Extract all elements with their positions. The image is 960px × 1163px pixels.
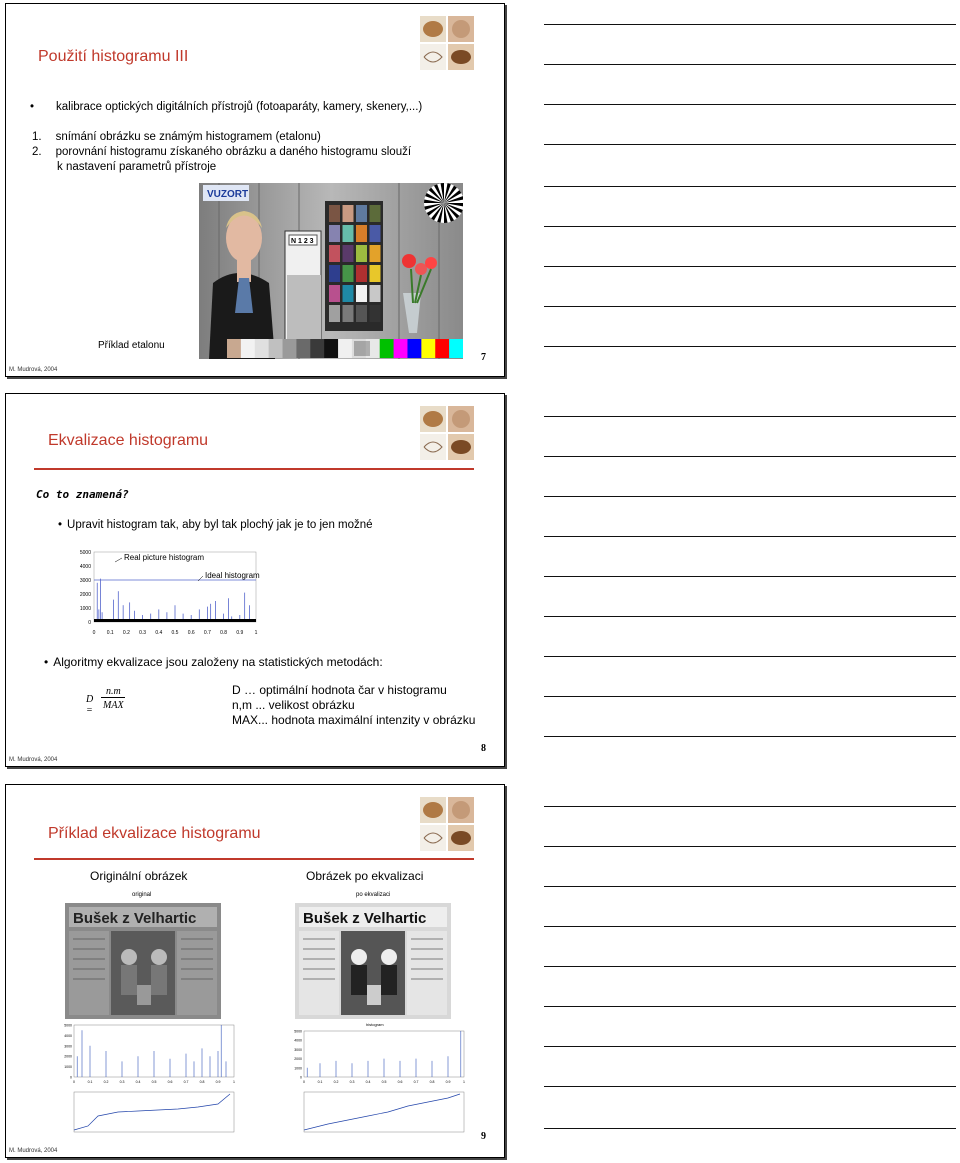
step-2: 2. porovnání histogramu získaného obrázku a daného histogramu slouží — [32, 146, 412, 158]
note-line — [544, 64, 956, 65]
svg-text:3000: 3000 — [294, 1047, 302, 1052]
right-heading: Obrázek po ekvalizaci — [306, 869, 424, 883]
svg-text:0.9: 0.9 — [445, 1080, 451, 1084]
vuzort-logo-text: VUZORT — [207, 189, 249, 200]
walnut-logo — [420, 406, 474, 460]
x-tick-label: 0.2 — [122, 630, 130, 636]
step-1: 1. snímání obrázku se známým histogramem (etalonu) — [32, 131, 321, 143]
original-label: original — [132, 892, 152, 898]
svg-text:0.6: 0.6 — [397, 1080, 403, 1084]
slide-title: Ekvalizace histogramu — [48, 432, 209, 449]
slide-7 — [5, 3, 505, 377]
svg-text:1: 1 — [463, 1080, 465, 1084]
slide-title: Příklad ekvalizace histogramu — [48, 825, 261, 842]
note-line — [544, 186, 956, 187]
note-line — [544, 1128, 956, 1129]
definition-d: D … optimální hodnota čar v histogramu — [232, 683, 447, 697]
svg-text:0.5: 0.5 — [151, 1080, 157, 1084]
definition-max: MAX... hodnota maximální intenzity v obrázku — [232, 713, 476, 727]
svg-text:0: 0 — [300, 1075, 302, 1080]
svg-text:0.8: 0.8 — [199, 1080, 205, 1084]
svg-text:5000: 5000 — [64, 1023, 72, 1028]
note-line — [544, 806, 956, 807]
equalized-histogram — [288, 1027, 468, 1089]
note-line — [544, 346, 956, 347]
notes-lines — [544, 0, 956, 1163]
svg-text:0.2: 0.2 — [333, 1080, 339, 1084]
x-tick-label: 0.3 — [139, 630, 147, 636]
svg-text:1: 1 — [233, 1080, 235, 1084]
svg-text:0.2: 0.2 — [103, 1080, 109, 1084]
histogram-chart — [68, 544, 268, 642]
note-line — [544, 536, 956, 537]
equalized-label: po ekvalizaci — [356, 892, 391, 898]
newspaper-title: Bušek z Velhartic — [303, 910, 427, 927]
note-line — [544, 456, 956, 457]
real-histogram-annotation: Real picture histogram — [124, 553, 205, 562]
etalon-caption: Příklad etalonu — [98, 340, 165, 351]
definition-nm: n,m ... velikost obrázku — [232, 698, 355, 712]
svg-text:0.9: 0.9 — [215, 1080, 221, 1084]
x-tick-label: 1 — [254, 630, 258, 636]
svg-text:0.4: 0.4 — [365, 1080, 371, 1084]
svg-text:1000: 1000 — [64, 1065, 72, 1070]
y-tick-label: 1000 — [79, 606, 91, 612]
note-line — [544, 966, 956, 967]
y-tick-label: 4000 — [79, 564, 91, 570]
svg-text:0.8: 0.8 — [429, 1080, 435, 1084]
svg-text:0.1: 0.1 — [317, 1080, 323, 1084]
equalized-image — [295, 903, 451, 1019]
x-tick-label: 0.6 — [187, 630, 195, 636]
equalized-cdf — [288, 1090, 468, 1138]
svg-text:0.6: 0.6 — [167, 1080, 173, 1084]
calibration-photo — [199, 183, 463, 359]
page-number: 7 — [481, 352, 486, 363]
note-line — [544, 104, 956, 105]
x-tick-label: 0 — [92, 630, 96, 636]
note-line — [544, 266, 956, 267]
original-histogram — [58, 1021, 238, 1089]
calibration-strip — [227, 339, 463, 358]
note-line — [544, 24, 956, 25]
svg-text:0.4: 0.4 — [135, 1080, 141, 1084]
x-tick-label: 0.4 — [155, 630, 163, 636]
svg-text:5000: 5000 — [294, 1029, 302, 1034]
note-line — [544, 926, 956, 927]
note-line — [544, 736, 956, 737]
y-tick-label: 3000 — [79, 578, 91, 584]
original-cdf — [58, 1090, 238, 1138]
x-tick-label: 0.5 — [171, 630, 179, 636]
note-line — [544, 576, 956, 577]
bullet-item: • Upravit histogram tak, aby byl tak plochý jak je to jen možné — [58, 519, 373, 531]
svg-text:0.3: 0.3 — [349, 1080, 355, 1084]
title-rule — [34, 858, 474, 860]
slide-9 — [5, 784, 505, 1158]
note-line — [544, 886, 956, 887]
left-heading: Originální obrázek — [90, 869, 188, 883]
x-tick-label: 0.7 — [203, 630, 211, 636]
svg-text:0.5: 0.5 — [381, 1080, 387, 1084]
x-tick-label: 0.8 — [220, 630, 228, 636]
svg-text:1000: 1000 — [294, 1066, 302, 1071]
svg-text:0: 0 — [73, 1080, 75, 1084]
y-tick-label: 5000 — [79, 550, 91, 556]
svg-text:2000: 2000 — [64, 1054, 72, 1059]
note-line — [544, 1006, 956, 1007]
note-line — [544, 496, 956, 497]
note-line — [544, 416, 956, 417]
title-rule — [34, 468, 474, 470]
question: Co to znamená? — [36, 488, 129, 501]
note-line — [544, 226, 956, 227]
note-line — [544, 696, 956, 697]
walnut-logo — [420, 797, 474, 851]
page-number: 8 — [481, 743, 486, 754]
slide-footer: M. Mudrová, 2004 — [9, 757, 58, 763]
y-tick-label: 2000 — [79, 592, 91, 598]
newspaper-title: Bušek z Velhartic — [73, 910, 197, 927]
slide-footer: M. Mudrová, 2004 — [9, 1148, 58, 1154]
slide-footer: M. Mudrová, 2004 — [9, 367, 58, 373]
bullet-item: • kalibrace optických digitálních přístrojů (fotoaparáty, kamery, skenery,...) — [30, 101, 423, 113]
slate-number: N 1 2 3 — [291, 238, 314, 245]
note-line — [544, 144, 956, 145]
bullet-item: • Algoritmy ekvalizace jsou založeny na statistických metodách: — [44, 655, 383, 669]
note-line — [544, 1046, 956, 1047]
page-number: 9 — [481, 1131, 486, 1142]
svg-text:0.3: 0.3 — [119, 1080, 125, 1084]
ideal-histogram-annotation: Ideal histogram — [205, 571, 260, 580]
svg-text:0: 0 — [303, 1080, 305, 1084]
svg-text:0: 0 — [70, 1075, 72, 1080]
svg-text:4000: 4000 — [64, 1033, 72, 1038]
svg-text:0.7: 0.7 — [183, 1080, 189, 1084]
svg-text:4000: 4000 — [294, 1038, 302, 1043]
walnut-logo — [420, 16, 474, 70]
svg-text:2000: 2000 — [294, 1057, 302, 1062]
note-line — [544, 616, 956, 617]
svg-text:0.7: 0.7 — [413, 1080, 419, 1084]
svg-text:3000: 3000 — [64, 1044, 72, 1049]
x-tick-label: 0.1 — [106, 630, 114, 636]
note-line — [544, 656, 956, 657]
slide-title: Použití histogramu III — [38, 48, 189, 65]
histogram-title: histogram — [366, 1022, 384, 1027]
note-line — [544, 306, 956, 307]
step-2-continued: k nastavení parametrů přístroje — [57, 161, 217, 173]
svg-text:0.1: 0.1 — [87, 1080, 93, 1084]
slide-8: Ekvalizace histogramu Co to znamená? • Upravit histogram tak, aby byl tak plochý jak je to jen možné 0 1000 2000 3000 4000 5000 0 0.1 0.2 0.3 0.4 0.5 0.6 0.7 0.8 0.9 1 Real picture histogram Ideal histogram • Algoritmy ekvalizace jsou založeny na statistických metodách: D = n.m MAX D … optimální hodnota čar v histogramu n,m ... velikost obrázku MAX... hodnota maximální intenzity v obrázku 8 M. Mudrová, 2004 — [5, 393, 505, 767]
note-line — [544, 846, 956, 847]
x-tick-label: 0.9 — [236, 630, 244, 636]
original-image — [65, 903, 221, 1019]
y-tick-label: 0 — [88, 620, 91, 626]
note-line — [544, 1086, 956, 1087]
